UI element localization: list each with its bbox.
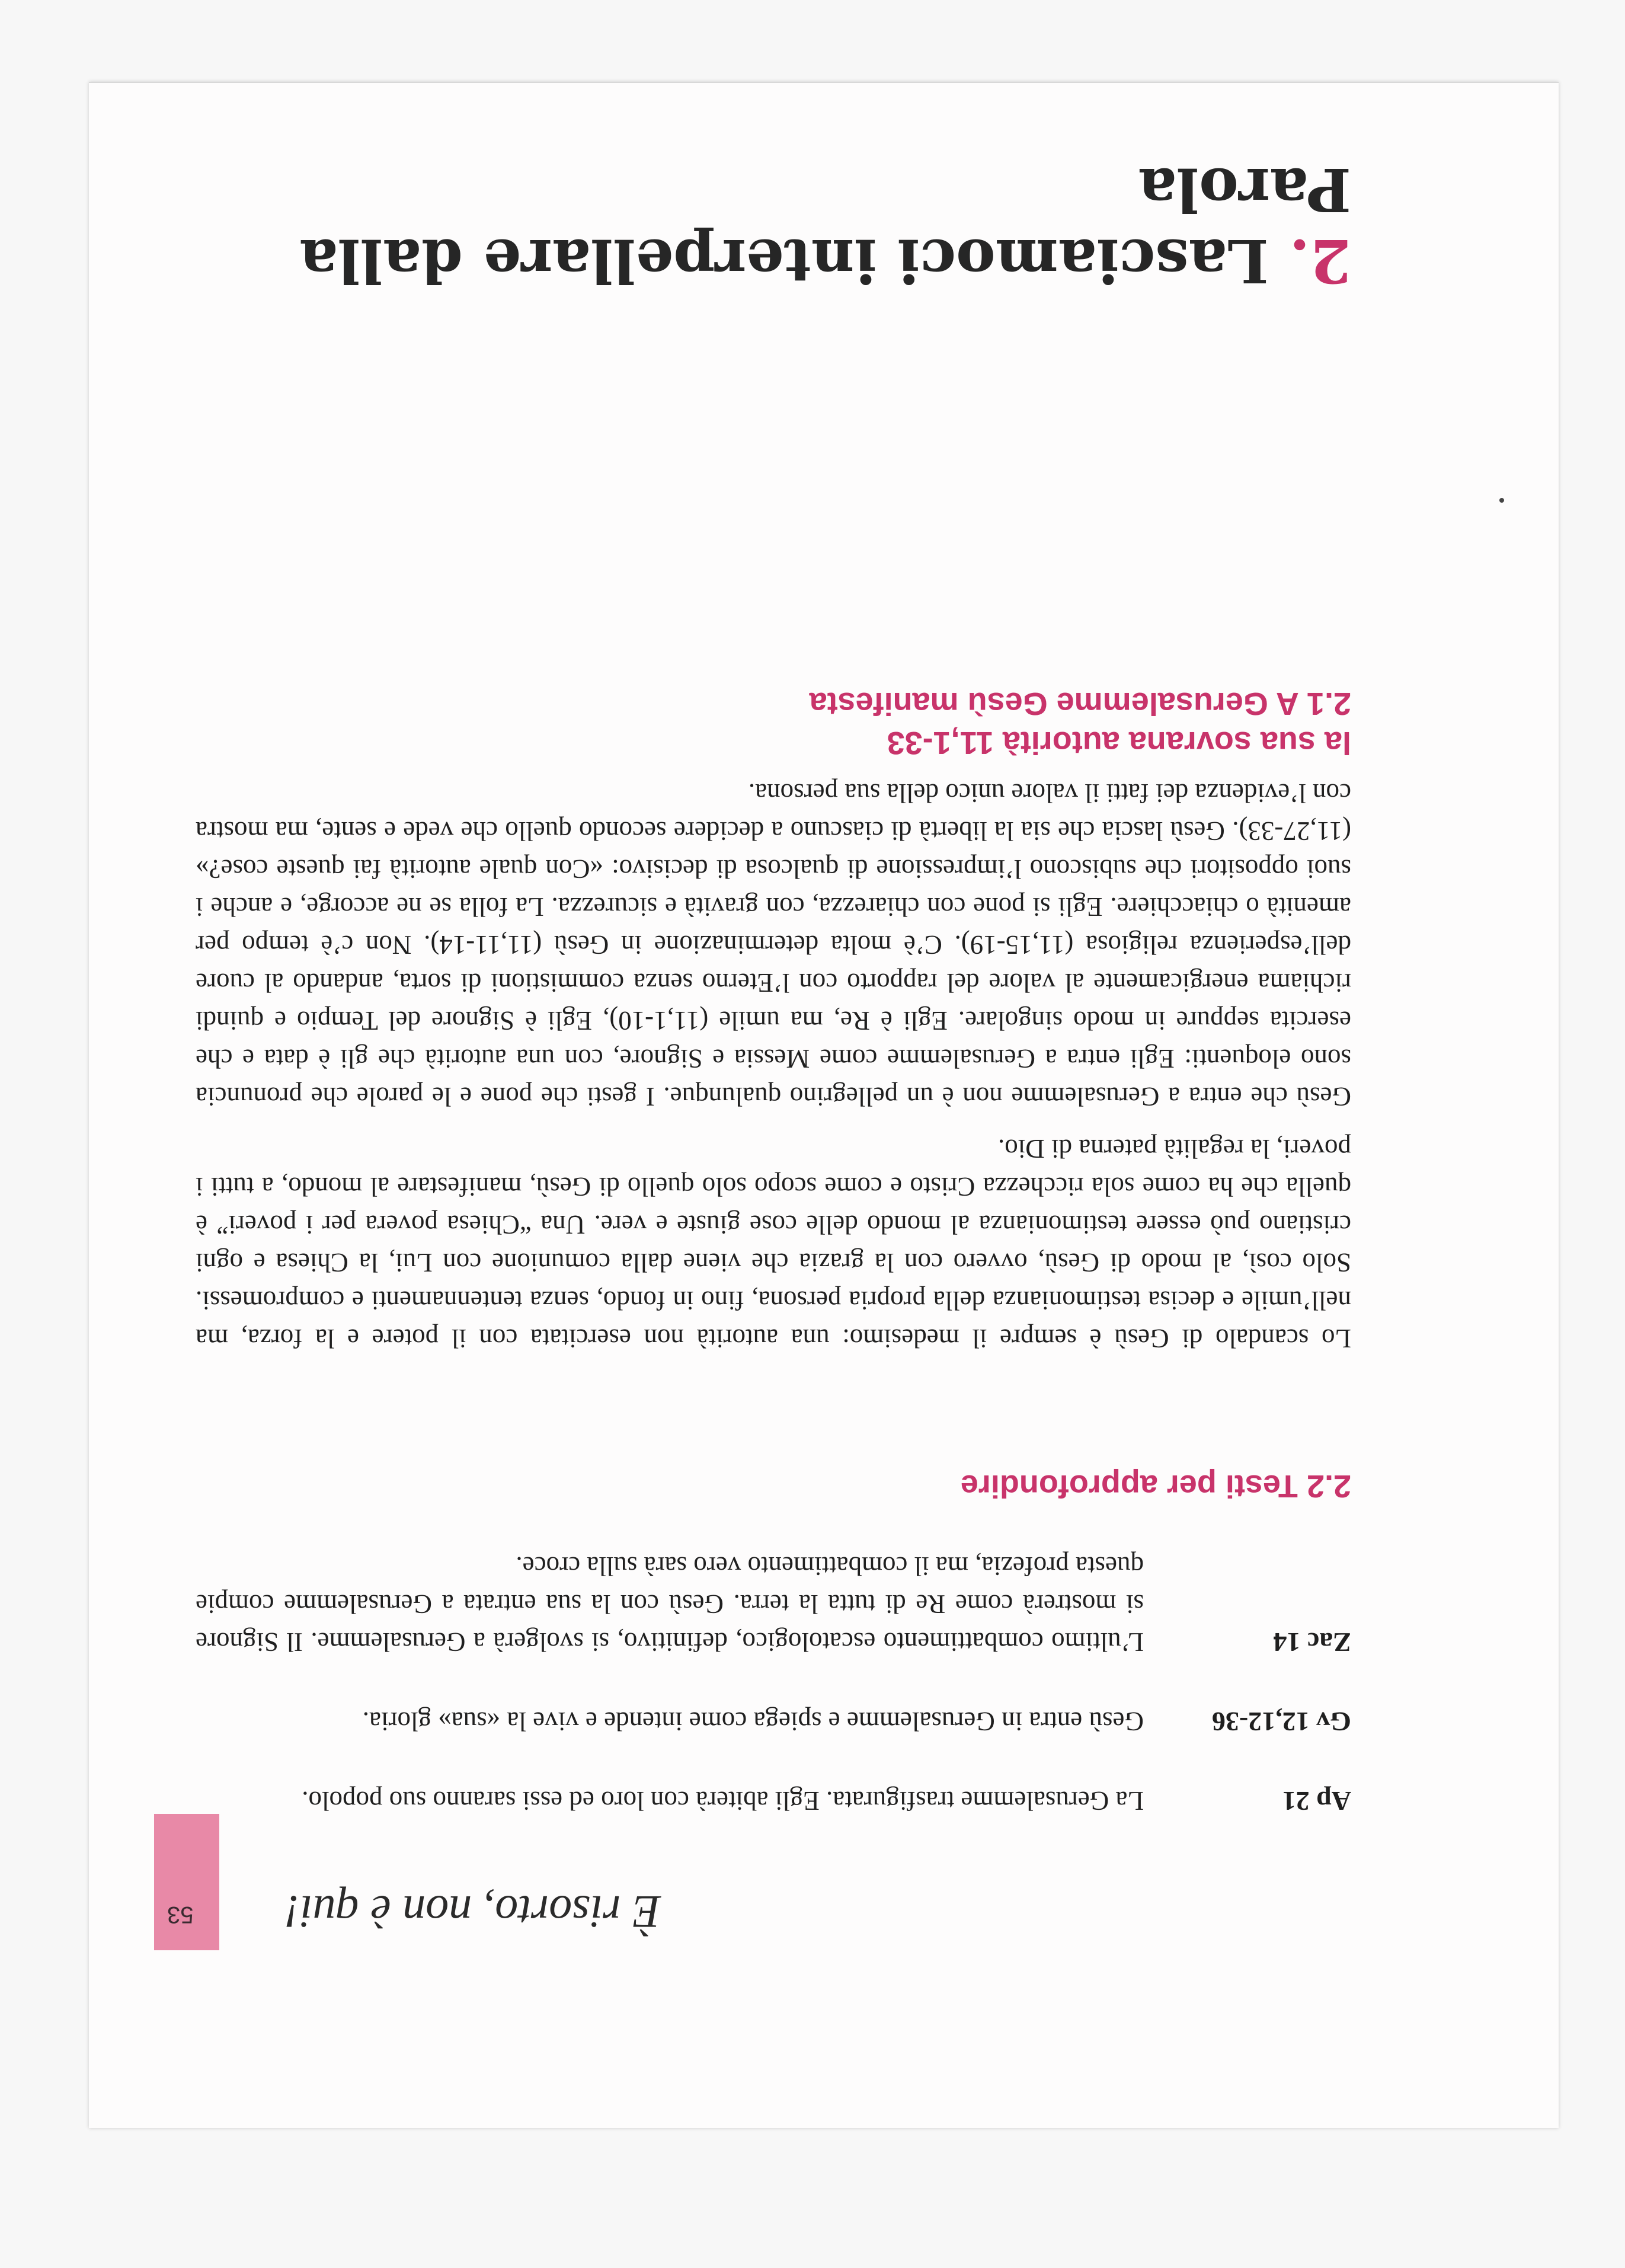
verse-text: Gesù entra in Gerusalemme e spiega come intende e vive la «sua» gloria.	[362, 1707, 1144, 1736]
paragraph: Gesù che entra a Gerusalemme non è un pellegrino qualunque. I gesti che pone e le parole che pronuncia sono eloquenti: Egli entra a Gerusalemme come Messia e Signore, con una autorità che gli è data e che esercita seppure in modo singolare. Egli è Re, ma umile (11,1-10), Egli è Signore del Tempio e quindi richiama energicamente al valore del rapporto con l’Eterno senza commistioni di sorta, andando al cuore dell’esperienza religiosa (11,15-19). C’è molta determinazione in Gesù (11,11-14). Non c’è tempo per amenità o chiacchiere. Egli si pone con chiarezza, con gravità e sicurezza. La folla se ne accorge, e anche i suoi oppositori che subiscono l’impressione di qualcosa di decisivo: «Con quale autorità fai queste cose?» (11,27-33). Gesù lascia che sia la libertà di ciascuno a decidere secondo quello che vede e sente, ma mostra con l’evidenza dei fatti il valore unico della sua persona.	[196, 778, 1351, 1111]
verse-ref: Ap 21	[1282, 1786, 1351, 1816]
verse-text: L’ultimo combattimento escatologico, definitivo, si svolgerà a Gerusalemme. Il Signore si mostrerà come Re di tutta la terra. Gesù con la sua entrata a Gerusalemme compie questa profezia, ma il combattimento vero sarà sulla croce.	[196, 1551, 1144, 1657]
section-heading-2-1-line2: la sua sovrana autorità 11,1-33	[887, 725, 1351, 761]
section-testi-per-approfondire	[196, 1467, 1351, 1820]
verse-ref: Zac 14	[1273, 1627, 1351, 1657]
verse-ref: Gv 12,12-36	[1211, 1707, 1351, 1737]
chapter-number: 2.	[1289, 226, 1351, 296]
chapter-title	[196, 154, 1351, 296]
verse-row	[196, 1782, 1351, 1820]
paragraph: Lo scandalo di Gesù è sempre il medesimo: una autorità non esercitata con il potere e la forza, ma nell’umile e decisa testimonianza della propria persona, fino in fondo, senza tentennamenti e compromessi. Solo così, al modo di Gesù, ovvero con la grazia che viene dalla comunione con Lui, la Chiesa e ogni cristiano può essere testimonianza al mondo delle cose giuste e vere. Una “Chiesa povera per i poveri” è quella che ha come sola ricchezza Cristo e come scopo solo quello di Gesù, manifestare al mondo, a tutti i poveri, la regalità paterna di Dio.	[196, 1134, 1351, 1353]
ink-dot	[1499, 498, 1504, 503]
chapter-title-text: Lasciamoci interpellare dalla Parola	[299, 155, 1351, 296]
page-content-rotated	[167, 130, 1351, 1944]
verse-row	[196, 1702, 1351, 1740]
page-number: 53	[167, 1902, 194, 1928]
page-header	[167, 1873, 1351, 1944]
verse-text: La Gerusalemme trasfigurata. Egli abiterà con loro ed essi saranno suo popolo.	[302, 1786, 1144, 1816]
section-heading-2-2: 2.2 Testi per approfondire	[960, 1468, 1351, 1504]
running-title: È risorto, non è qui!	[284, 1886, 661, 1938]
section-heading-2-1-line1: 2.1 A Gerusalemme Gesù manifesta	[809, 686, 1351, 721]
page-number-tab	[154, 1814, 219, 1950]
section-body-2-1	[196, 684, 1351, 1357]
verse-row	[196, 1547, 1351, 1661]
